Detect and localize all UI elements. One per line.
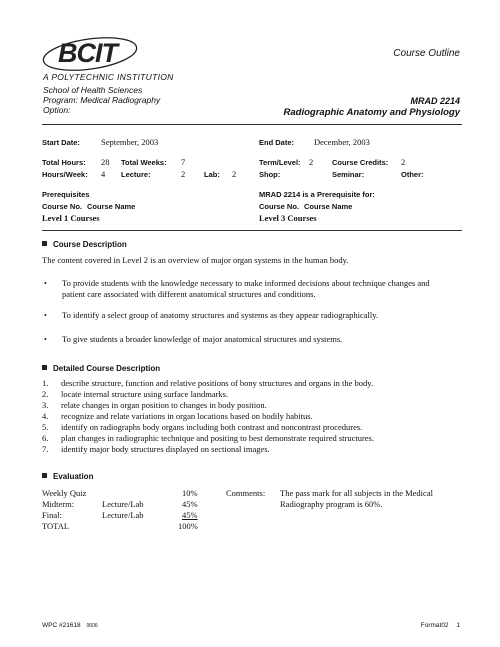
prerequisites-label: Prerequisites bbox=[42, 190, 90, 199]
institution-tagline: A POLYTECHNIC INSTITUTION bbox=[43, 72, 174, 82]
detailed-description-heading bbox=[42, 364, 160, 373]
description-bullet-3: To give students a broader knowledge of major anatomical structures and systems. bbox=[62, 334, 343, 344]
section-bullet-icon bbox=[42, 241, 47, 246]
comments-label: Comments: bbox=[226, 488, 266, 498]
detailed-description-list bbox=[42, 378, 374, 455]
list-item-text: describe structure, function and relative positions of bony structures and organs in the body. bbox=[61, 378, 374, 388]
prerequisite-courses: Level 1 Courses bbox=[42, 213, 100, 223]
lecture-value: 2 bbox=[181, 169, 186, 179]
lab-value: 2 bbox=[232, 169, 237, 179]
total-weeks-label: Total Weeks: bbox=[121, 158, 167, 167]
eval-row-name: Final: bbox=[42, 510, 62, 520]
evaluation-heading bbox=[42, 472, 93, 481]
lab-label: Lab: bbox=[204, 170, 220, 179]
course-title: Radiographic Anatomy and Physiology bbox=[283, 107, 460, 118]
hours-week-value: 4 bbox=[101, 169, 106, 179]
eval-row-pct: 45% bbox=[182, 499, 198, 509]
eval-row-pct: 45% bbox=[182, 510, 198, 520]
eval-row-pct: 10% bbox=[182, 488, 198, 498]
course-description-intro: The content covered in Level 2 is an overview of major organ systems in the human body. bbox=[42, 255, 349, 265]
footer-format bbox=[421, 622, 460, 629]
end-date-label: End Date: bbox=[259, 138, 295, 147]
bullet-icon: • bbox=[44, 335, 47, 344]
shop-label: Shop: bbox=[259, 170, 281, 179]
list-item: 3. relate changes in organ position to changes in body position. bbox=[42, 400, 267, 410]
list-item-text: locate internal structure using surface landmarks. bbox=[61, 389, 229, 399]
total-hours-label: Total Hours: bbox=[42, 158, 86, 167]
course-credits-value: 2 bbox=[401, 157, 406, 167]
logo-text: BCIT bbox=[58, 38, 117, 68]
list-item: 4. recognize and relate variations in organ locations based on bodily habitus. bbox=[42, 411, 313, 421]
list-item: 1. describe structure, function and relative positions of bony structures and organs in the body. bbox=[42, 378, 374, 388]
total-weeks-value: 7 bbox=[181, 157, 186, 167]
list-item-text: plan changes in radiographic technique and positing to best demonstrate required structures. bbox=[61, 433, 374, 443]
prerequisite-for-courses: Level 3 Courses bbox=[259, 213, 317, 223]
list-item: 5. identify on radiographs body organs including both contrast and noncontrast procedures. bbox=[42, 422, 363, 432]
document-type: Course Outline bbox=[393, 48, 460, 59]
eval-row-name: Weekly Quiz bbox=[42, 488, 87, 498]
comments-line-1: The pass mark for all subjects in the Medical bbox=[280, 488, 433, 498]
course-description-heading bbox=[42, 240, 127, 249]
description-bullet-1-line-1: To provide students with the knowledge necessary to make informed decisions about technique changes and bbox=[62, 278, 430, 288]
end-date-value: December, 2003 bbox=[314, 137, 370, 147]
section-bullet-icon bbox=[42, 473, 47, 478]
bullet-icon: • bbox=[44, 311, 47, 320]
footer-page-number: 1 bbox=[456, 622, 460, 629]
header-divider bbox=[42, 124, 462, 125]
course-no-header-2: Course No. bbox=[259, 202, 300, 211]
school-info bbox=[43, 85, 160, 115]
program-name: Program: Medical Radiography bbox=[43, 95, 161, 105]
list-item: 2. locate internal structure using surface landmarks. bbox=[42, 389, 229, 399]
description-bullet-1 bbox=[62, 278, 430, 300]
details-divider bbox=[42, 230, 462, 231]
footer-wpc-number: WPC #21618 bbox=[42, 622, 81, 629]
description-bullet-1-line-2: patient care associated with different anatomical structures and conditions. bbox=[62, 289, 316, 299]
other-label: Other: bbox=[401, 170, 424, 179]
comments-text bbox=[280, 488, 433, 510]
list-item-text: relate changes in organ position to changes in body position. bbox=[61, 400, 267, 410]
bullet-icon: • bbox=[44, 279, 47, 288]
comments-line-2: Radiography program is 60%. bbox=[280, 499, 383, 509]
course-no-header: Course No. bbox=[42, 202, 83, 211]
lecture-label: Lecture: bbox=[121, 170, 151, 179]
detailed-description-heading-text: Detailed Course Description bbox=[53, 364, 161, 373]
term-level-value: 2 bbox=[309, 157, 314, 167]
section-bullet-icon bbox=[42, 365, 47, 370]
eval-row-type: Lecture/Lab bbox=[102, 510, 144, 520]
course-code: MRAD 2214 bbox=[410, 96, 460, 106]
list-item: 6. plan changes in radiographic technique and positing to best demonstrate required structures. bbox=[42, 433, 374, 443]
seminar-label: Seminar: bbox=[332, 170, 365, 179]
footer-code: 0606 bbox=[86, 623, 98, 629]
evaluation-heading-text: Evaluation bbox=[53, 472, 94, 481]
total-hours-value: 28 bbox=[101, 157, 110, 167]
bcit-logo bbox=[40, 36, 144, 76]
eval-total-label: TOTAL bbox=[42, 521, 70, 531]
list-item: 7. identify major body structures displayed on sectional images. bbox=[42, 444, 270, 454]
list-item-text: recognize and relate variations in organ locations based on bodily habitus. bbox=[61, 411, 313, 421]
hours-week-label: Hours/Week: bbox=[42, 170, 88, 179]
eval-total-pct: 100% bbox=[178, 521, 198, 531]
term-level-label: Term/Level: bbox=[259, 158, 301, 167]
course-name-header: Course Name bbox=[87, 202, 136, 211]
description-bullet-2: To identify a select group of anatomy structures and systems as they appear radiographically. bbox=[62, 310, 379, 320]
prereq-for-label: MRAD 2214 is a Prerequisite for: bbox=[259, 190, 375, 199]
course-name-header-2: Course Name bbox=[304, 202, 353, 211]
school-name: School of Health Sciences bbox=[43, 85, 143, 95]
option-label: Option: bbox=[43, 105, 71, 115]
footer-doc-id bbox=[42, 622, 98, 629]
start-date-label: Start Date: bbox=[42, 138, 80, 147]
list-item-text: identify major body structures displayed on sectional images. bbox=[61, 444, 270, 454]
list-item-text: identify on radiographs body organs including both contrast and noncontrast procedures. bbox=[61, 422, 363, 432]
eval-row-type: Lecture/Lab bbox=[102, 499, 144, 509]
course-credits-label: Course Credits: bbox=[332, 158, 389, 167]
start-date-value: September, 2003 bbox=[101, 137, 159, 147]
course-description-heading-text: Course Description bbox=[53, 240, 127, 249]
eval-row-name: Midterm: bbox=[42, 499, 75, 509]
footer-format-label: Format02 bbox=[420, 622, 449, 629]
